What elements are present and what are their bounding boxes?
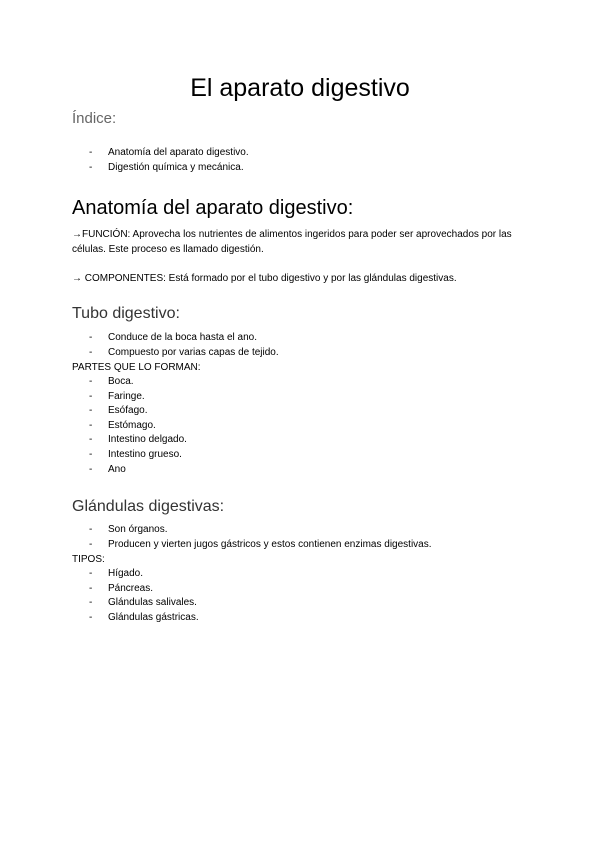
subheading-glandulas-digestivas: Glándulas digestivas: (72, 498, 225, 515)
section-heading-anatomia: Anatomía del aparato digestivo: (72, 197, 354, 219)
types-label: TIPOS: (72, 554, 105, 565)
funcion-paragraph: →FUNCIÓN: Aprovecha los nutrientes de alimentos ingeridos para poder ser aprovechados por las células. Este proceso es llamado digestión. (72, 229, 512, 255)
componentes-paragraph: → COMPONENTES: Está formado por el tubo digestivo y por las glándulas digestivas. (72, 273, 457, 284)
document-page: El aparato digestivo Índice: - Anatomía del aparato digestivo. - Digestión química y mecánica. Anatomía del aparato digestivo: →FUNCIÓN: Aprovecha los nutrientes de alimentos ingeridos para poder ser aprovechados por las células. Este proceso es llamado digestión. → COMPONENTES: Está formado por el tubo digestivo y por las glándulas digestivas. Tubo digestivo: - Conduce de la boca hasta el ano. - Compuesto por varias capas de tejido. PARTES QUE LO FORMAN: - Boca. - Faringe. - Esófago. - Estómago. - Intestino delgado. - Intestino grueso. - Ano Glándulas digestivas: - Son órganos. - Producen y vierten jugos gástricos y estos contienen enzimas digestivas. TIPOS: - Hígado. - Páncreas. - Glándulas salivales. - Glándulas gástricas. (0, 0, 600, 848)
index-label: Índice: (72, 110, 117, 127)
document-title: El aparato digestivo (190, 74, 410, 102)
parts-label: PARTES QUE LO FORMAN: (72, 362, 201, 373)
subheading-tubo-digestivo: Tubo digestivo: (72, 305, 180, 322)
